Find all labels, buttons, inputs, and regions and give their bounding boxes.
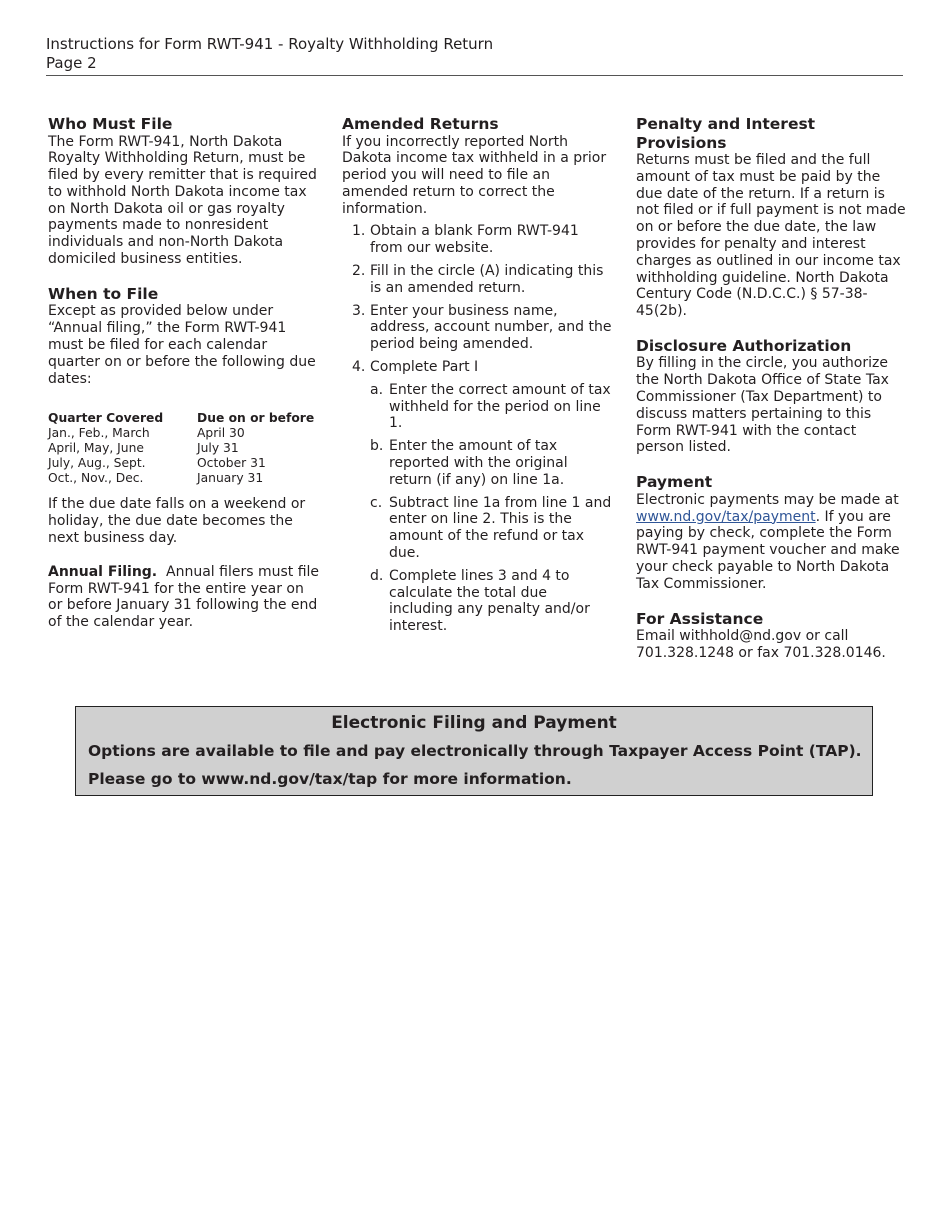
- notice-title: Electronic Filing and Payment: [331, 713, 617, 733]
- table-cell: Jan., Feb., March: [48, 426, 150, 441]
- page-number: Page 2: [46, 54, 97, 72]
- step-number: 4.: [352, 359, 366, 376]
- due-date-table: [48, 411, 314, 486]
- payment-text-pre: Electronic payments may be made at: [636, 491, 899, 508]
- penalty-text: Returns must be filed and the full amount of tax must be paid by the due date of the return. If a return is not filed or if full payment is not made on or before the due date, the law provides for penalty and interest charges as outlined in our income tax withholding guideline. North Dakota Century Code (N.D.C.C.) § 57-38-45(2b).: [636, 152, 906, 320]
- step-text: Fill in the circle (A) indicating this is an amended return.: [370, 263, 604, 296]
- table-cell: July, Aug., Sept.: [48, 456, 146, 471]
- payment-text: [636, 492, 908, 593]
- annual-filing-text: Annual filers must file Form RWT-941 for the entire year on or before January 31 following the end of the calendar year.: [48, 563, 320, 631]
- annual-filing-paragraph: [48, 564, 320, 631]
- substep-text: Complete lines 3 and 4 to calculate the total due including any penalty and/or interest.: [389, 567, 590, 635]
- table-cell: July 31: [197, 441, 239, 456]
- column-3: [636, 115, 908, 662]
- payment-text-post: . If you are paying by check, complete the Form RWT-941 payment voucher and make your check payable to North Dakota Tax Commissioner.: [636, 508, 900, 592]
- list-item: [370, 438, 614, 488]
- list-item: [370, 382, 614, 432]
- table-row: [48, 471, 314, 486]
- column-1: [48, 115, 320, 631]
- table-row: [48, 441, 314, 456]
- list-item: [370, 495, 614, 562]
- step-text: Complete Part I: [370, 359, 479, 376]
- payment-link[interactable]: www.nd.gov/tax/payment: [636, 508, 816, 525]
- disclosure-heading: Disclosure Authorization: [636, 336, 852, 355]
- table-cell: Oct., Nov., Dec.: [48, 471, 144, 486]
- who-must-file-heading: Who Must File: [48, 115, 173, 133]
- substep-letter: b.: [370, 438, 384, 455]
- table-cell: April 30: [197, 426, 245, 441]
- substep-text: Enter the correct amount of tax withheld for the period on line 1.: [389, 381, 611, 432]
- who-must-file-text: The Form RWT-941, North Dakota Royalty Withholding Return, must be filed by every remitter that is required to withhold North Dakota income tax on North Dakota oil or gas royalty payments made to nonresident individuals and non-North Dakota domiciled business entities.: [48, 133, 317, 268]
- notice-line-1: Options are available to file and pay electronically through Taxpayer Access Point (TAP).: [88, 742, 862, 760]
- list-item: [342, 223, 614, 257]
- notice-line-2: Please go to www.nd.gov/tax/tap for more information.: [88, 770, 572, 788]
- amended-returns-text: If you incorrectly reported North Dakota income tax withheld in a prior period you will need to file an amended return to correct the information.: [342, 133, 607, 217]
- weekend-note: If the due date falls on a weekend or holiday, the due date becomes the next business day.: [48, 496, 306, 546]
- table-header-quarter: Quarter Covered: [48, 411, 164, 426]
- assistance-heading: For Assistance: [636, 609, 764, 628]
- table-cell: April, May, June: [48, 441, 144, 456]
- step-number: 1.: [352, 223, 366, 240]
- substep-text: Enter the amount of tax reported with the original return (if any) on line 1a.: [389, 438, 568, 488]
- payment-heading: Payment: [636, 473, 713, 492]
- list-item: [370, 568, 614, 635]
- assistance-text: Email withhold@nd.gov or call 701.328.1248 or fax 701.328.0146.: [636, 628, 886, 661]
- step-text: Obtain a blank Form RWT-941 from our website.: [370, 223, 579, 257]
- table-cell: October 31: [197, 456, 266, 471]
- substep-letter: a.: [370, 381, 384, 398]
- penalty-heading: Penalty and Interest Provisions: [636, 115, 816, 152]
- table-cell: January 31: [197, 471, 264, 486]
- disclosure-text: By filling in the circle, you authorize the North Dakota Office of State Tax Commissioner (Tax Department) to discuss matters pertaining to this Form RWT-941 with the contact person listed.: [636, 355, 889, 456]
- annual-filing-label: Annual Filing.: [48, 563, 158, 580]
- list-item: [342, 263, 614, 297]
- when-to-file-heading: When to File: [48, 284, 159, 303]
- page-header: [46, 35, 903, 76]
- table-header-due: Due on or before: [197, 411, 315, 426]
- substep-letter: d.: [370, 567, 384, 584]
- when-to-file-text: Except as provided below under “Annual filing,” the Form RWT-941 must be filed for each calendar quarter on or before the following due dates:: [48, 303, 316, 387]
- header-title: Instructions for Form RWT-941 - Royalty Withholding Return: [46, 35, 494, 53]
- table-row: [48, 456, 314, 471]
- part-one-substeps: [370, 382, 614, 635]
- step-number: 2.: [352, 263, 366, 280]
- amended-returns-heading: Amended Returns: [342, 115, 499, 133]
- electronic-filing-notice: [75, 706, 873, 796]
- substep-text: Subtract line 1a from line 1 and enter on line 2. This is the amount of the refund or tax due.: [389, 494, 612, 562]
- step-number: 3.: [352, 302, 366, 319]
- list-item: [342, 303, 614, 353]
- table-header-row: [48, 411, 314, 426]
- substep-letter: c.: [370, 494, 383, 511]
- table-row: [48, 426, 314, 441]
- amended-steps-list: [342, 223, 614, 635]
- step-text: Enter your business name, address, account number, and the period being amended.: [370, 302, 612, 353]
- column-2: [342, 115, 614, 641]
- list-item: [342, 359, 614, 635]
